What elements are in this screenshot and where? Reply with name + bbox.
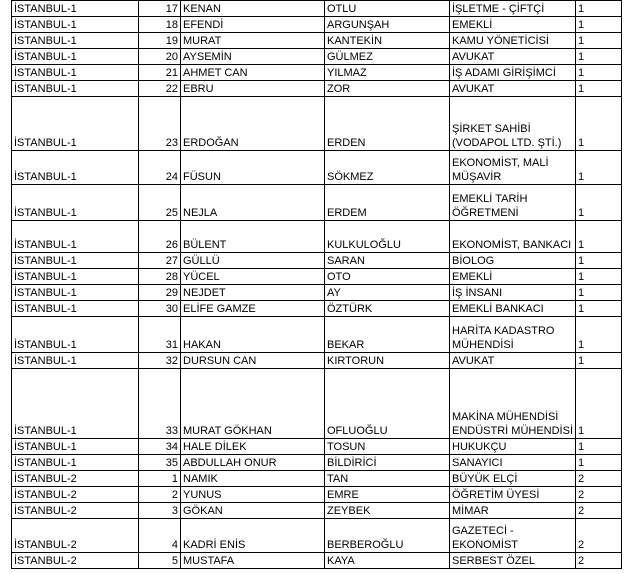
profession-cell: KAMU YÖNETİCİSİ xyxy=(450,33,576,49)
last-name-cell: OFLUOĞLU xyxy=(325,369,450,439)
last-name-cell: GÜLMEZ xyxy=(325,49,450,65)
table-row xyxy=(12,1,622,17)
profession-cell: HARİTA KADASTRO MÜHENDİSİ xyxy=(450,317,576,353)
first-name-cell: EBRU xyxy=(181,81,325,97)
region-cell: 1 xyxy=(576,1,622,17)
region-cell: 1 xyxy=(576,455,622,471)
list-number-cell: 2 xyxy=(139,487,181,503)
region-cell: 2 xyxy=(576,503,622,519)
candidate-table xyxy=(11,0,622,569)
last-name-cell: AY xyxy=(325,285,450,301)
list-number-cell: 24 xyxy=(139,151,181,185)
first-name-cell: AHMET CAN xyxy=(181,65,325,81)
table-row xyxy=(12,317,622,353)
profession-cell: SERBEST ÖZEL xyxy=(450,553,576,569)
region-cell: 2 xyxy=(576,487,622,503)
profession-cell: GAZETECİ - EKONOMİST xyxy=(450,519,576,553)
profession-cell: MİMAR xyxy=(450,503,576,519)
region-cell: 1 xyxy=(576,49,622,65)
table-row xyxy=(12,17,622,33)
profession-cell: AVUKAT xyxy=(450,353,576,369)
profession-cell: BİOLOG xyxy=(450,253,576,269)
candidate-table-body xyxy=(12,1,622,569)
region-cell: 1 xyxy=(576,353,622,369)
first-name-cell: ELİFE GAMZE xyxy=(181,301,325,317)
list-number-cell: 34 xyxy=(139,439,181,455)
list-number-cell: 17 xyxy=(139,1,181,17)
table-row xyxy=(12,97,622,151)
city-cell: İSTANBUL-1 xyxy=(12,221,139,253)
region-cell: 1 xyxy=(576,285,622,301)
first-name-cell: AYSEMİN xyxy=(181,49,325,65)
list-number-cell: 3 xyxy=(139,503,181,519)
city-cell: İSTANBUL-1 xyxy=(12,253,139,269)
list-number-cell: 20 xyxy=(139,49,181,65)
first-name-cell: HALE DİLEK xyxy=(181,439,325,455)
city-cell: İSTANBUL-2 xyxy=(12,519,139,553)
list-number-cell: 33 xyxy=(139,369,181,439)
region-cell: 1 xyxy=(576,369,622,439)
city-cell: İSTANBUL-2 xyxy=(12,503,139,519)
first-name-cell: NAMIK xyxy=(181,471,325,487)
profession-cell: MAKİNA MÜHENDİSİ ENDÜSTRİ MÜHENDİSİ xyxy=(450,369,576,439)
list-number-cell: 27 xyxy=(139,253,181,269)
profession-cell: EMEKLİ xyxy=(450,17,576,33)
last-name-cell: BERBEROĞLU xyxy=(325,519,450,553)
table-row xyxy=(12,269,622,285)
list-number-cell: 22 xyxy=(139,81,181,97)
last-name-cell: TOSUN xyxy=(325,439,450,455)
first-name-cell: EFENDİ xyxy=(181,17,325,33)
first-name-cell: KADRİ ENİS xyxy=(181,519,325,553)
table-row xyxy=(12,65,622,81)
table-row xyxy=(12,553,622,569)
first-name-cell: BÜLENT xyxy=(181,221,325,253)
last-name-cell: BİLDİRİCİ xyxy=(325,455,450,471)
table-row xyxy=(12,221,622,253)
last-name-cell: ERDEM xyxy=(325,185,450,221)
region-cell: 2 xyxy=(576,553,622,569)
table-row xyxy=(12,369,622,439)
first-name-cell: NEJDET xyxy=(181,285,325,301)
city-cell: İSTANBUL-2 xyxy=(12,553,139,569)
list-number-cell: 1 xyxy=(139,471,181,487)
profession-cell: ÖĞRETİM ÜYESİ xyxy=(450,487,576,503)
first-name-cell: HAKAN xyxy=(181,317,325,353)
region-cell: 1 xyxy=(576,317,622,353)
first-name-cell: DURSUN CAN xyxy=(181,353,325,369)
region-cell: 1 xyxy=(576,65,622,81)
table-row xyxy=(12,439,622,455)
city-cell: İSTANBUL-1 xyxy=(12,151,139,185)
profession-cell: EKONOMİST, MALİ MÜŞAVİR xyxy=(450,151,576,185)
region-cell: 1 xyxy=(576,439,622,455)
list-number-cell: 23 xyxy=(139,97,181,151)
last-name-cell: BEKAR xyxy=(325,317,450,353)
city-cell: İSTANBUL-1 xyxy=(12,81,139,97)
profession-cell: İŞ ADAMI GİRİŞİMCİ xyxy=(450,65,576,81)
profession-cell: BÜYÜK ELÇİ xyxy=(450,471,576,487)
last-name-cell: SÖKMEZ xyxy=(325,151,450,185)
last-name-cell: TAN xyxy=(325,471,450,487)
city-cell: İSTANBUL-1 xyxy=(12,285,139,301)
table-row xyxy=(12,487,622,503)
city-cell: İSTANBUL-2 xyxy=(12,487,139,503)
last-name-cell: ZOR xyxy=(325,81,450,97)
region-cell: 1 xyxy=(576,33,622,49)
last-name-cell: ZEYBEK xyxy=(325,503,450,519)
profession-cell: EMEKLİ TARİH ÖĞRETMENİ xyxy=(450,185,576,221)
table-row xyxy=(12,353,622,369)
list-number-cell: 32 xyxy=(139,353,181,369)
profession-cell: İŞ İNSANI xyxy=(450,285,576,301)
first-name-cell: YÜCEL xyxy=(181,269,325,285)
region-cell: 1 xyxy=(576,253,622,269)
table-row xyxy=(12,253,622,269)
table-row xyxy=(12,471,622,487)
last-name-cell: EMRE xyxy=(325,487,450,503)
last-name-cell: KANTEKİN xyxy=(325,33,450,49)
region-cell: 1 xyxy=(576,17,622,33)
region-cell: 1 xyxy=(576,221,622,253)
city-cell: İSTANBUL-1 xyxy=(12,1,139,17)
city-cell: İSTANBUL-1 xyxy=(12,33,139,49)
table-row xyxy=(12,285,622,301)
city-cell: İSTANBUL-1 xyxy=(12,17,139,33)
region-cell: 2 xyxy=(576,471,622,487)
region-cell: 1 xyxy=(576,151,622,185)
list-number-cell: 26 xyxy=(139,221,181,253)
list-number-cell: 5 xyxy=(139,553,181,569)
city-cell: İSTANBUL-1 xyxy=(12,455,139,471)
city-cell: İSTANBUL-1 xyxy=(12,369,139,439)
first-name-cell: YUNUS xyxy=(181,487,325,503)
first-name-cell: GÜLLÜ xyxy=(181,253,325,269)
last-name-cell: ARGUNŞAH xyxy=(325,17,450,33)
region-cell: 2 xyxy=(576,519,622,553)
last-name-cell: SARAN xyxy=(325,253,450,269)
profession-cell: SANAYICI xyxy=(450,455,576,471)
first-name-cell: GÖKAN xyxy=(181,503,325,519)
last-name-cell: OTLU xyxy=(325,1,450,17)
first-name-cell: MURAT xyxy=(181,33,325,49)
last-name-cell: KIRTORUN xyxy=(325,353,450,369)
city-cell: İSTANBUL-1 xyxy=(12,439,139,455)
city-cell: İSTANBUL-1 xyxy=(12,353,139,369)
table-row xyxy=(12,301,622,317)
profession-cell: EMEKLİ BANKACI xyxy=(450,301,576,317)
profession-cell: AVUKAT xyxy=(450,81,576,97)
city-cell: İSTANBUL-1 xyxy=(12,97,139,151)
list-number-cell: 19 xyxy=(139,33,181,49)
city-cell: İSTANBUL-1 xyxy=(12,65,139,81)
list-number-cell: 21 xyxy=(139,65,181,81)
city-cell: İSTANBUL-2 xyxy=(12,471,139,487)
last-name-cell: ERDEN xyxy=(325,97,450,151)
table-row xyxy=(12,33,622,49)
profession-cell: HUKUKÇU xyxy=(450,439,576,455)
list-number-cell: 35 xyxy=(139,455,181,471)
city-cell: İSTANBUL-1 xyxy=(12,185,139,221)
last-name-cell: KAYA xyxy=(325,553,450,569)
region-cell: 1 xyxy=(576,185,622,221)
first-name-cell: FÜSUN xyxy=(181,151,325,185)
table-row xyxy=(12,151,622,185)
region-cell: 1 xyxy=(576,269,622,285)
first-name-cell: ERDOĞAN xyxy=(181,97,325,151)
list-number-cell: 18 xyxy=(139,17,181,33)
city-cell: İSTANBUL-1 xyxy=(12,317,139,353)
city-cell: İSTANBUL-1 xyxy=(12,269,139,285)
profession-cell: ŞİRKET SAHİBİ (VODAPOL LTD. ŞTİ.) xyxy=(450,97,576,151)
list-number-cell: 31 xyxy=(139,317,181,353)
list-number-cell: 29 xyxy=(139,285,181,301)
last-name-cell: KULKULOĞLU xyxy=(325,221,450,253)
first-name-cell: KENAN xyxy=(181,1,325,17)
first-name-cell: NEJLA xyxy=(181,185,325,221)
table-row xyxy=(12,81,622,97)
profession-cell: EKONOMİST, BANKACI xyxy=(450,221,576,253)
city-cell: İSTANBUL-1 xyxy=(12,301,139,317)
table-row xyxy=(12,185,622,221)
profession-cell: AVUKAT xyxy=(450,49,576,65)
list-number-cell: 25 xyxy=(139,185,181,221)
profession-cell: EMEKLİ xyxy=(450,269,576,285)
region-cell: 1 xyxy=(576,81,622,97)
last-name-cell: ÖZTÜRK xyxy=(325,301,450,317)
first-name-cell: MURAT GÖKHAN xyxy=(181,369,325,439)
profession-cell: İŞLETME - ÇİFTÇİ xyxy=(450,1,576,17)
list-number-cell: 4 xyxy=(139,519,181,553)
city-cell: İSTANBUL-1 xyxy=(12,49,139,65)
first-name-cell: MUSTAFA xyxy=(181,553,325,569)
list-number-cell: 30 xyxy=(139,301,181,317)
last-name-cell: OTO xyxy=(325,269,450,285)
region-cell: 1 xyxy=(576,301,622,317)
table-row xyxy=(12,503,622,519)
region-cell: 1 xyxy=(576,97,622,151)
table-row xyxy=(12,455,622,471)
first-name-cell: ABDULLAH ONUR xyxy=(181,455,325,471)
list-number-cell: 28 xyxy=(139,269,181,285)
table-row xyxy=(12,49,622,65)
last-name-cell: YILMAZ xyxy=(325,65,450,81)
table-row xyxy=(12,519,622,553)
